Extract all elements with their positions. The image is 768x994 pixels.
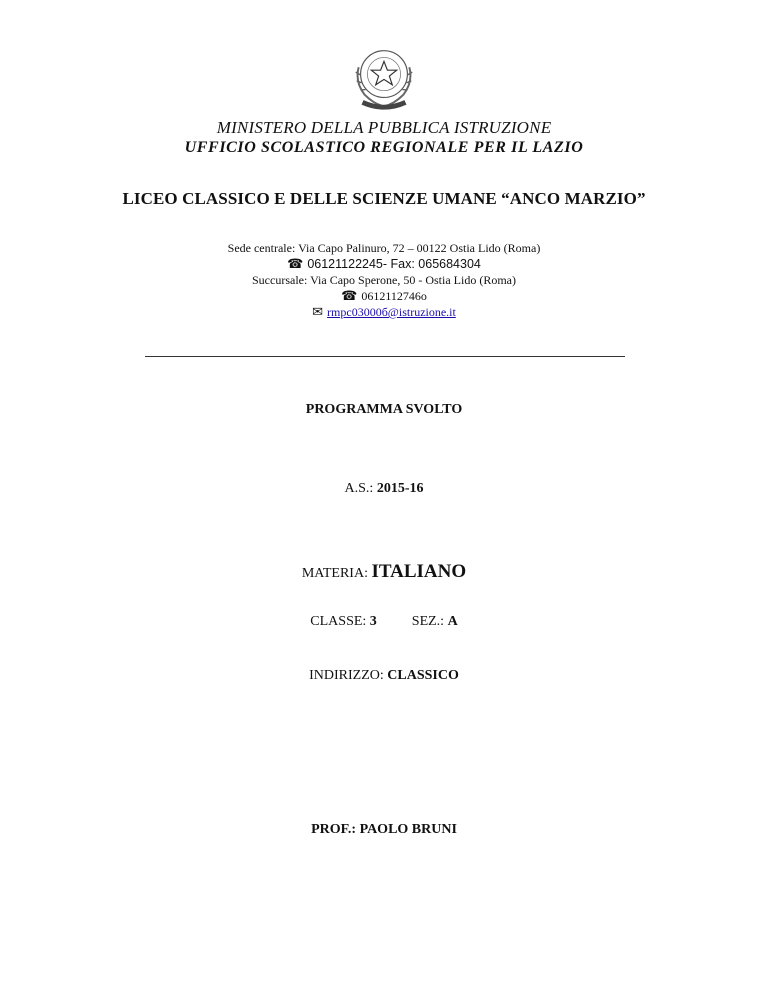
school-year-value: 2015-16 — [376, 481, 424, 496]
track-value: CLASSICO — [387, 668, 459, 683]
subject-value: ITALIANO — [371, 561, 467, 582]
subject-label: MATERIA: — [301, 566, 368, 581]
teacher-line — [0, 822, 768, 838]
telephone-icon: ☎ — [287, 256, 304, 271]
teacher-label: PROF.: — [311, 822, 357, 837]
section-label: SEZ.: — [411, 614, 445, 629]
school-year-line — [0, 481, 768, 497]
branch-site-address: Succursale: Via Capo Sperone, 50 - Ostia Lido (Roma) — [252, 273, 516, 287]
school-name: LICEO CLASSICO E DELLE SCIENZE UMANE “ANCO MARZIO” — [122, 189, 646, 208]
italian-republic-emblem-icon — [345, 38, 423, 116]
branch-phone-line — [0, 288, 768, 304]
teacher-value: PAOLO BRUNI — [359, 822, 457, 837]
main-phone-text: 06121122245- Fax: 065684304 — [307, 257, 481, 271]
class-label: CLASSE: — [310, 614, 367, 629]
branch-phone-text: 0612112746o — [361, 289, 427, 303]
subject-line — [0, 561, 768, 583]
class-section-line — [0, 614, 768, 630]
email-link[interactable]: rmpc03000б@istruzione.it — [327, 305, 456, 319]
ministry-name: MINISTERO DELLA PUBBLICA ISTRUZIONE — [216, 118, 552, 137]
header-divider — [145, 356, 625, 357]
track-line — [0, 668, 768, 684]
class-value: 3 — [369, 614, 377, 629]
regional-office-name: UFFICIO SCOLASTICO REGIONALE PER IL LAZIO — [184, 139, 584, 156]
envelope-icon: ✉ — [312, 304, 324, 319]
main-phone-line — [0, 256, 768, 272]
main-site-address: Sede centrale: Via Capo Palinuro, 72 – 00122 Ostia Lido (Roma) — [227, 241, 541, 255]
school-year-label: A.S.: — [344, 481, 374, 496]
document-title: PROGRAMMA SVOLTO — [305, 402, 463, 417]
section-value: A — [447, 614, 458, 629]
telephone-icon: ☎ — [341, 288, 358, 303]
track-label: INDIRIZZO: — [309, 668, 384, 683]
email-line — [0, 304, 768, 320]
